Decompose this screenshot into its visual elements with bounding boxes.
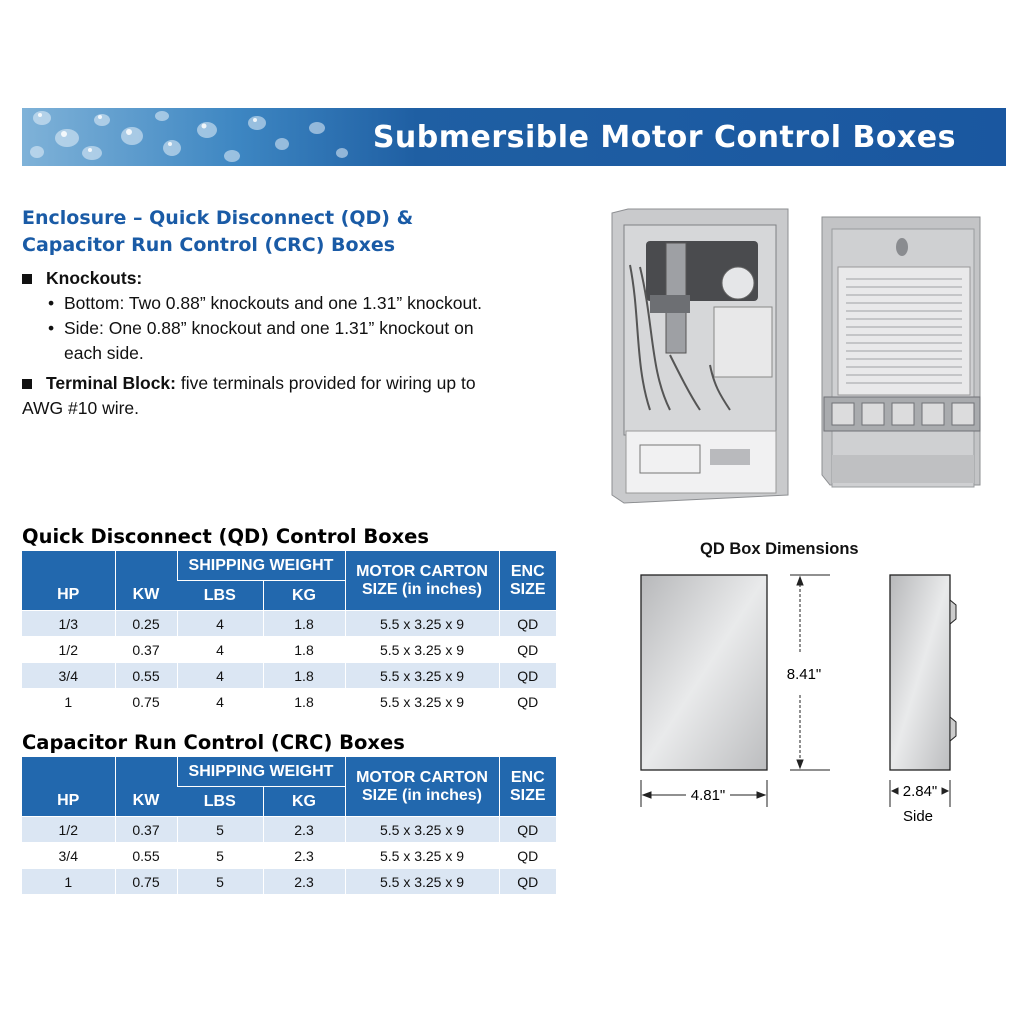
cell-kg: 1.8 <box>263 637 345 663</box>
box-side-view <box>890 575 950 770</box>
cell-kw: 0.25 <box>115 611 177 637</box>
cell-lbs: 4 <box>177 637 263 663</box>
column-header-lbs: LBS <box>177 787 263 817</box>
cell-kw: 0.75 <box>115 869 177 895</box>
dimensions-title: QD Box Dimensions <box>700 540 859 558</box>
table-row <box>22 611 556 637</box>
header-line: ENC <box>510 562 545 580</box>
box-front-view <box>641 575 767 770</box>
cell-carton-size: 5.5 x 3.25 x 9 <box>345 869 499 895</box>
cell-carton-size: 5.5 x 3.25 x 9 <box>345 843 499 869</box>
column-header-kg: KG <box>263 581 345 611</box>
column-header-hp: HP <box>22 551 115 611</box>
column-header-shipping-weight: SHIPPING WEIGHT <box>177 757 345 787</box>
cell-kg: 2.3 <box>263 843 345 869</box>
header-line: SIZE (in inches) <box>361 580 482 598</box>
list-item <box>22 291 582 316</box>
crc-table-title: Capacitor Run Control (CRC) Boxes <box>22 731 405 754</box>
column-header-enc-size <box>499 551 556 611</box>
feature-knockouts <box>22 266 582 291</box>
square-bullet-icon <box>22 379 32 389</box>
column-header-enc-size <box>499 757 556 817</box>
table-row <box>22 869 556 895</box>
cell-kw: 0.55 <box>115 843 177 869</box>
control-box-photo <box>610 195 986 513</box>
cell-lbs: 4 <box>177 663 263 689</box>
cell-enc-size: QD <box>499 817 556 843</box>
square-bullet-icon <box>22 274 32 284</box>
column-header-kw: KW <box>115 551 177 611</box>
cell-lbs: 5 <box>177 869 263 895</box>
header-line: SIZE (in inches) <box>361 786 482 804</box>
cell-lbs: 5 <box>177 817 263 843</box>
column-header-kw: KW <box>115 757 177 817</box>
cell-hp: 1 <box>22 869 115 895</box>
cell-lbs: 4 <box>177 689 263 715</box>
terminal-block-label: Terminal Block: <box>46 373 176 393</box>
column-header-shipping-weight: SHIPPING WEIGHT <box>177 551 345 581</box>
cell-enc-size: QD <box>499 663 556 689</box>
cell-carton-size: 5.5 x 3.25 x 9 <box>345 611 499 637</box>
qd-table-title: Quick Disconnect (QD) Control Boxes <box>22 525 429 548</box>
list-item <box>22 316 582 341</box>
cell-kw: 0.55 <box>115 663 177 689</box>
side-tab <box>950 600 956 624</box>
height-label: 8.41" <box>786 666 822 683</box>
cell-hp: 1/3 <box>22 611 115 637</box>
cell-enc-size: QD <box>499 843 556 869</box>
cell-kw: 0.37 <box>115 637 177 663</box>
header-line: SIZE <box>509 580 546 598</box>
cell-carton-size: 5.5 x 3.25 x 9 <box>345 637 499 663</box>
table-row <box>22 817 556 843</box>
terminal-block-text: five terminals provided for wiring up to <box>176 373 476 393</box>
table-row <box>22 689 556 715</box>
cell-kw: 0.37 <box>115 817 177 843</box>
cell-enc-size: QD <box>499 689 556 715</box>
column-header-kg: KG <box>263 787 345 817</box>
qd-box-dimensions-diagram <box>630 565 960 835</box>
dot-bullet-icon: • <box>48 293 55 313</box>
page-title: Submersible Motor Control Boxes <box>372 120 956 155</box>
table-row <box>22 843 556 869</box>
cell-kg: 2.3 <box>263 869 345 895</box>
cell-enc-size: QD <box>499 869 556 895</box>
header-line: ENC <box>510 768 545 786</box>
header-line: MOTOR CARTON <box>356 768 488 786</box>
knockouts-label: Knockouts: <box>46 268 143 288</box>
feature-terminal-block <box>22 371 582 396</box>
side-tab <box>950 717 956 741</box>
table-row <box>22 663 556 689</box>
column-header-lbs: LBS <box>177 581 263 611</box>
column-header-motor-carton <box>345 757 499 817</box>
side-label: Side <box>902 808 934 825</box>
cell-hp: 1/2 <box>22 637 115 663</box>
cell-enc-size: QD <box>499 611 556 637</box>
width-label: 4.81" <box>690 787 726 804</box>
qd-control-boxes-table <box>22 550 556 714</box>
knockouts-side-text: Side: One 0.88” knockout and one 1.31” knockout on <box>64 318 474 338</box>
dot-bullet-icon: • <box>48 318 55 338</box>
cell-enc-size: QD <box>499 637 556 663</box>
section-heading-line-2: Capacitor Run Control (CRC) Boxes <box>22 234 396 256</box>
terminal-block-continuation: AWG #10 wire. <box>22 398 140 418</box>
cell-lbs: 4 <box>177 611 263 637</box>
cell-lbs: 5 <box>177 843 263 869</box>
header-line: MOTOR CARTON <box>356 562 488 580</box>
feature-list <box>22 266 582 421</box>
cell-kg: 1.8 <box>263 611 345 637</box>
cell-kw: 0.75 <box>115 689 177 715</box>
cell-kg: 1.8 <box>263 663 345 689</box>
cell-kg: 1.8 <box>263 689 345 715</box>
cell-hp: 3/4 <box>22 663 115 689</box>
cell-carton-size: 5.5 x 3.25 x 9 <box>345 663 499 689</box>
column-header-hp: HP <box>22 757 115 817</box>
cell-hp: 1 <box>22 689 115 715</box>
cell-hp: 1/2 <box>22 817 115 843</box>
cell-carton-size: 5.5 x 3.25 x 9 <box>345 817 499 843</box>
section-heading <box>22 205 542 259</box>
cell-carton-size: 5.5 x 3.25 x 9 <box>345 689 499 715</box>
table-row <box>22 637 556 663</box>
depth-label: 2.84" <box>902 783 938 800</box>
header-banner <box>22 108 1006 166</box>
cell-hp: 3/4 <box>22 843 115 869</box>
section-heading-line-1: Enclosure – Quick Disconnect (QD) & <box>22 207 414 229</box>
knockouts-bottom-text: Bottom: Two 0.88” knockouts and one 1.31” knockout. <box>64 293 482 313</box>
cell-kg: 2.3 <box>263 817 345 843</box>
knockouts-side-continuation: each side. <box>64 343 144 363</box>
header-line: SIZE <box>509 786 546 804</box>
column-header-motor-carton <box>345 551 499 611</box>
crc-control-boxes-table <box>22 756 556 894</box>
